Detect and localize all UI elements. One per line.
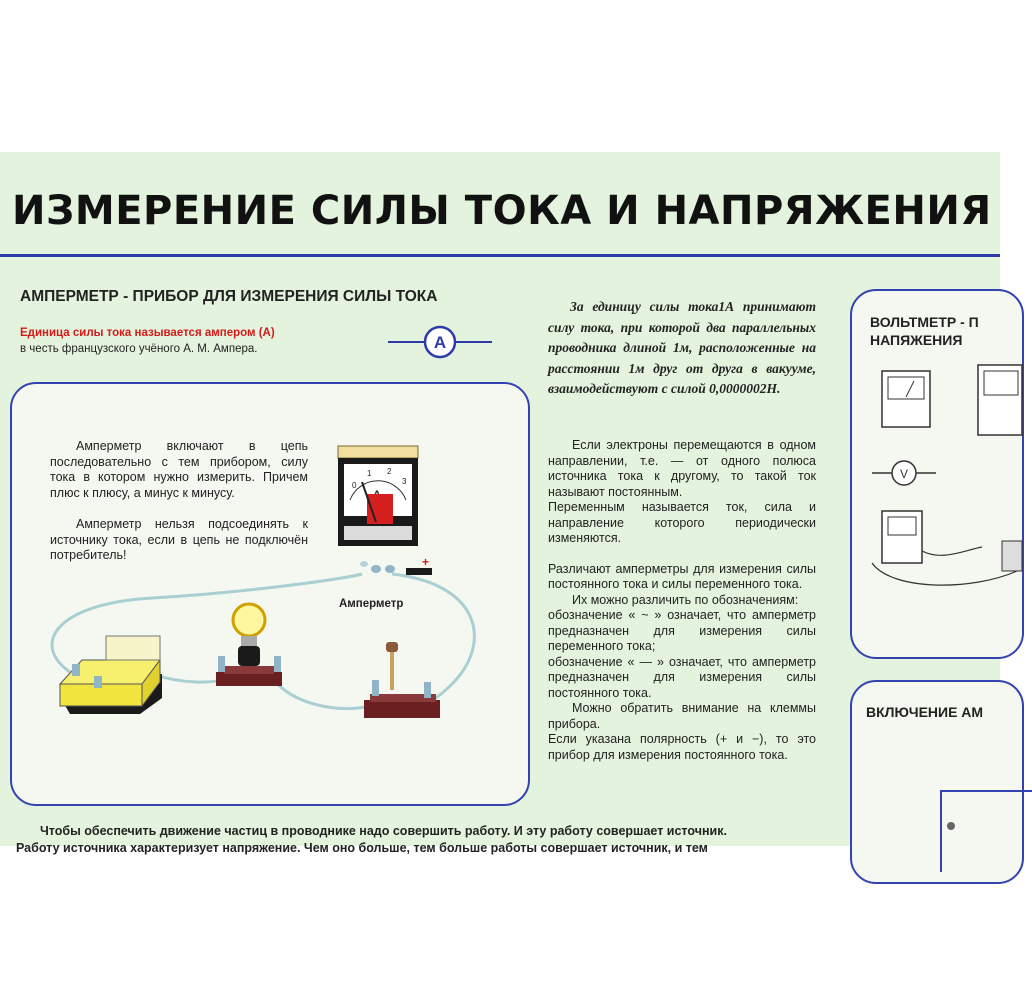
page-title: ИЗМЕРЕНИЕ СИЛЫ ТОКА И НАПРЯЖЕНИЯ — [12, 188, 992, 234]
ammeter-types-paragraph: Различают амперметры для измерения силы постоянного тока и силы переменного тока. — [548, 561, 816, 591]
voltmeter-heading-line1: ВОЛЬТМЕТР - П — [870, 314, 979, 330]
switch — [364, 642, 440, 718]
ac-designation-paragraph: обозначение « ~ » означает, что амперметр предназначен для измерения силы переменного тока; — [548, 608, 816, 653]
meter-scale-0: 0 — [352, 481, 357, 490]
ammeter-warning: Амперметр нельзя подсоединять к источнику тока, если в цепь не подключён потребитель! — [50, 517, 308, 562]
meter-plus: + — [422, 555, 430, 569]
inclusion-panel — [850, 680, 1024, 884]
circuit-illustration — [12, 384, 528, 804]
ampere-unit-line: Единица силы тока называется ампером (А) — [20, 327, 275, 339]
dc-designation-paragraph: обозначение « — » означает, что амперметр предназначен для измерения силы постоянного тока. — [548, 654, 816, 700]
lamp — [216, 604, 282, 686]
polarity-paragraph: Если указана полярность (+ и −), то это прибор для измерения постоянного тока. — [548, 732, 816, 762]
voltmeter-heading — [870, 313, 979, 349]
voltmeter-panel — [850, 289, 1024, 659]
inclusion-heading: ВКЛЮЧЕНИЕ АМ — [866, 704, 984, 720]
direct-current-paragraph: Если электроны перемещаются в одном направлении, т.е. — от одного полюса источника тока к другому, то такой ток называют постоянным. — [548, 438, 816, 499]
ammeter-device — [338, 446, 432, 575]
poster — [0, 152, 1000, 855]
explanation-text — [548, 438, 816, 763]
ammeter-symbol — [388, 322, 492, 362]
ammeter-device-label: Амперметр — [339, 598, 404, 610]
ampere-definition: За единицу силы тока1А принимают силу тока, при которой два параллельных проводника длиной 1м, расположенные на расстоянии 1м друг от друга в вакууме, взаимодействуют с силой 0,0000002Н. — [548, 299, 816, 396]
ammeter-instructions: Амперметр включают в цепь последовательно с тем прибором, силу тока в котором нужно измерить. Причем плюс к плюсу, а минус к минусу. — [50, 439, 308, 500]
meter-scale-1: 1 — [367, 469, 372, 478]
terminals-paragraph: Можно обратить внимание на клеммы прибора. — [548, 701, 816, 731]
ampere-origin-line: в честь французского учёного А. М. Ампера. — [20, 343, 258, 355]
voltmeter-illustration — [852, 351, 1022, 651]
designations-intro: Их можно различить по обозначениям: — [572, 592, 799, 607]
inclusion-terminal — [947, 822, 955, 830]
alternating-current-paragraph: Переменным называется ток, сила и направление которого периодически изменяются. — [548, 500, 816, 545]
title-underline — [0, 254, 1000, 257]
voltmeter-heading-line2: НАПЯЖЕНИЯ — [870, 332, 963, 348]
meter-scale-3: 3 — [402, 477, 407, 486]
meter-scale-2: 2 — [387, 467, 392, 476]
voltmeter-symbol-letter: V — [899, 467, 909, 481]
ammeter-symbol-letter: A — [433, 333, 447, 352]
ammeter-heading: АМПЕРМЕТР - ПРИБОР ДЛЯ ИЗМЕРЕНИЯ СИЛЫ ТОКА — [20, 288, 438, 305]
bottom-voltage-text: Работу источника характеризует напряжение. Чем оно больше, тем больше работы совершает источник, и тем — [16, 841, 708, 855]
power-source — [60, 636, 162, 714]
inclusion-diagram-frame — [940, 790, 1032, 872]
ammeter-circuit-panel — [10, 382, 530, 806]
bottom-work-text: Чтобы обеспечить движение частиц в проводнике надо совершить работу. И эту работу совершает источник. — [40, 824, 727, 838]
